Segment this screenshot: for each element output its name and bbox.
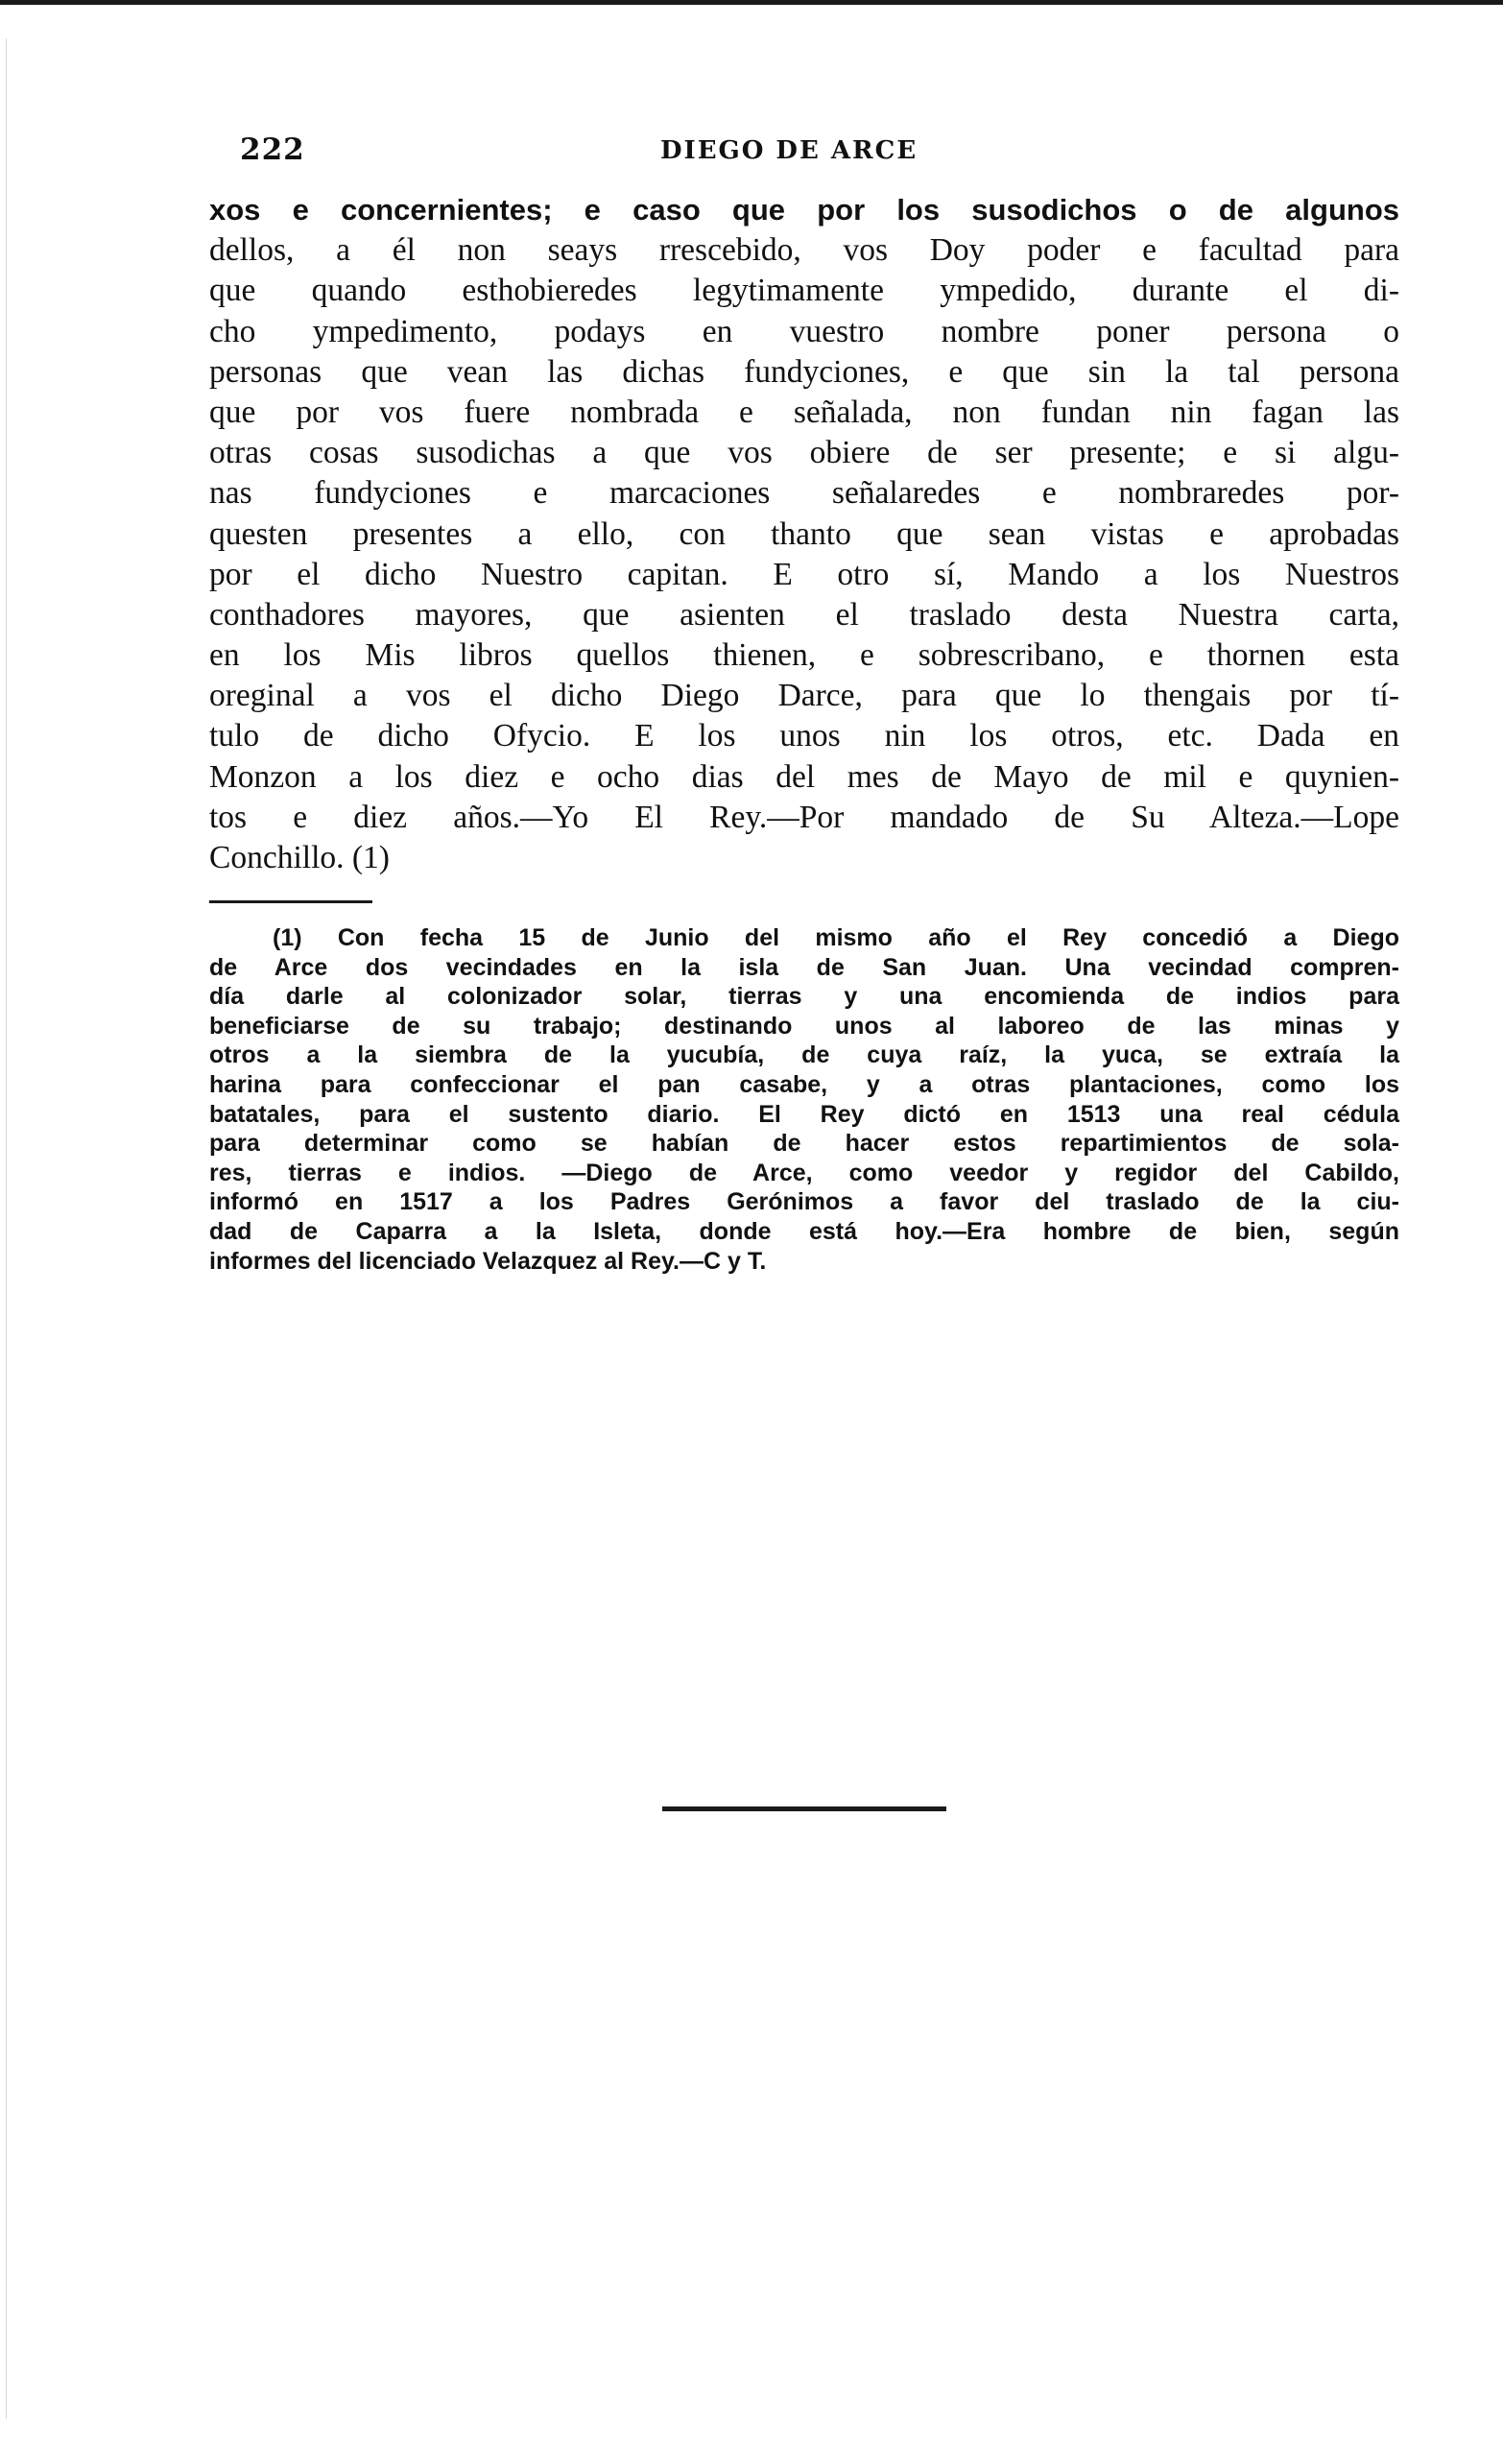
footnote-line-11: dad de Caparra a la Isleta, donde está hoy.—Era hombre de bien, según — [209, 1217, 1399, 1245]
body-line-6: que por vos fuere nombrada e señalada, non fundan nin fagan las — [209, 394, 1399, 430]
footnote-line-8: para determinar como se habían de hacer estos repartimientos de sola- — [209, 1130, 1399, 1158]
body-line-10: por el dicho Nuestro capitan. E otro sí, Mando a los Nuestros — [209, 556, 1399, 592]
body-line-15: Monzon a los diez e ocho dias del mes de Mayo de mil e quynien- — [209, 758, 1399, 795]
body-line-14: tulo de dicho Ofycio. E los unos nin los otros, etc. Dada en — [209, 718, 1399, 754]
footnote — [209, 923, 1399, 1276]
body-line-4: cho ympedimento, podays en vuestro nombre poner persona o — [209, 313, 1399, 349]
page-header — [209, 132, 1399, 175]
scan-top-edge — [0, 0, 1503, 5]
body-line-12: en los Mis libros quellos thienen, e sobrescribano, e thornen esta — [209, 637, 1399, 674]
end-of-text-rule — [662, 1806, 946, 1811]
footnote-line-12: informes del licenciado Velazquez al Rey.—C y T. — [209, 1247, 767, 1275]
footnote-line-4: beneficiarse de su trabajo; destinando unos al laboreo de las minas y — [209, 1012, 1399, 1040]
scan-left-edge — [6, 38, 7, 2419]
footnote-line-9: res, tierras e indios. —Diego de Arce, como veedor y regidor del Cabildo, — [209, 1159, 1399, 1186]
body-line-5: personas que vean las dichas fundyciones, e que sin la tal persona — [209, 353, 1399, 390]
footnote-line-7: batatales, para el sustento diario. El Rey dictó en 1513 una real cédula — [209, 1100, 1399, 1128]
body-line-8: nas fundyciones e marcaciones señalaredes e nombraredes por- — [209, 475, 1399, 512]
body-line-11: conthadores mayores, que asienten el traslado desta Nuestra carta, — [209, 596, 1399, 633]
body-line-7: otras cosas susodichas a que vos obiere de ser presente; e si algu- — [209, 435, 1399, 471]
footnote-line-3: día darle al colonizador solar, tierras y una encomienda de indios para — [209, 983, 1399, 1011]
body-line-3: que quando esthobieredes legytimamente ympedido, durante el di- — [209, 273, 1399, 309]
footnote-separator-rule — [209, 900, 372, 903]
body-line-9: questen presentes a ello, con thanto que sean vistas e aprobadas — [209, 515, 1399, 552]
page-number: 222 — [240, 132, 305, 167]
body-text — [209, 190, 1399, 878]
body-line-2: dellos, a él non seays rrescebido, vos Doy poder e facultad para — [209, 232, 1399, 269]
body-line-1: xos e concernientes; e caso que por los susodichos o de algunos — [209, 193, 1399, 227]
body-line-16: tos e diez años.—Yo El Rey.—Por mandado de Su Alteza.—Lope — [209, 799, 1399, 835]
body-line-17: Conchillo. (1) — [209, 840, 390, 875]
body-line-13: oreginal a vos el dicho Diego Darce, para que lo thengais por tí- — [209, 678, 1399, 714]
footnote-line-2: de Arce dos vecindades en la isla de San Juan. Una vecindad compren- — [209, 953, 1399, 981]
footnote-line-6: harina para confeccionar el pan casabe, y a otras plantaciones, como los — [209, 1070, 1399, 1098]
footnote-line-5: otros a la siembra de la yucubía, de cuya raíz, la yuca, se extraía la — [209, 1041, 1399, 1069]
footnote-line-10: informó en 1517 a los Padres Gerónimos a favor del traslado de la ciu- — [209, 1188, 1399, 1216]
running-head: DIEGO DE ARCE — [660, 136, 918, 165]
footnote-line-1: (1) Con fecha 15 de Junio del mismo año el Rey concedió a Diego — [273, 924, 1399, 951]
